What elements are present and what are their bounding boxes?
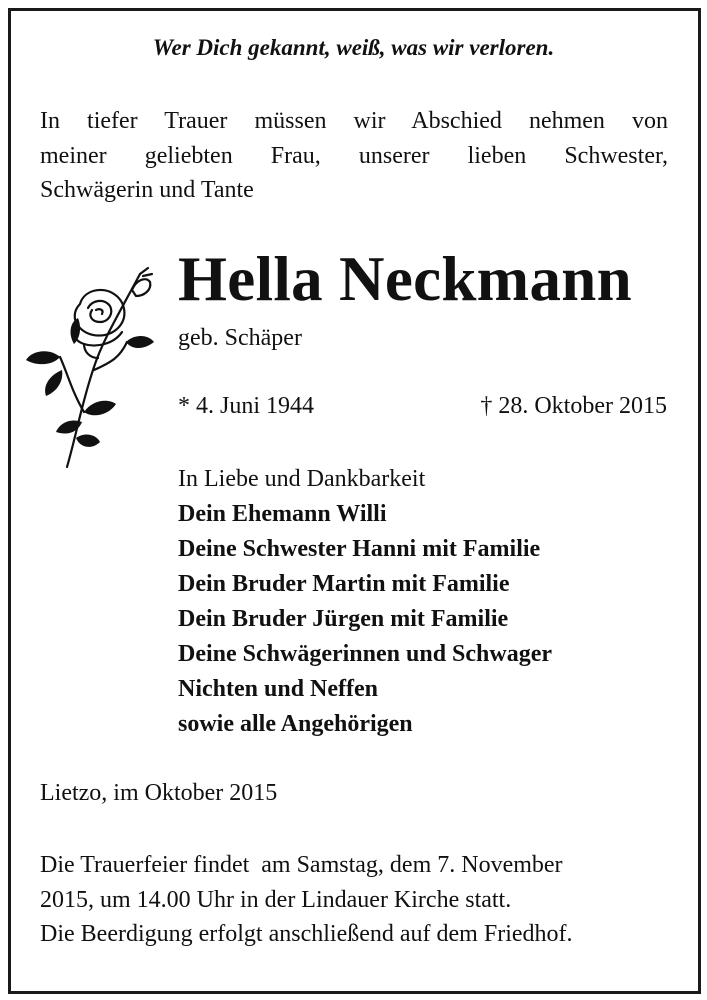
death-date: † 28. Oktober 2015 [480, 393, 667, 419]
maiden-name: geb. Schäper [178, 325, 302, 351]
funeral-line: Die Beerdigung erfolgt anschließend auf dem Friedhof. [40, 921, 573, 947]
mourner: Deine Schwester Hanni mit Familie [178, 536, 541, 562]
funeral-line: Die Trauerfeier findet am Samstag, dem 7. November [40, 852, 563, 878]
birth-date: * 4. Juni 1944 [178, 393, 315, 419]
deceased-name: Hella Neckmann [178, 244, 632, 314]
mourner: Dein Bruder Martin mit Familie [178, 571, 510, 597]
funeral-info [40, 848, 668, 952]
intro-line: Schwägerin und Tante [40, 177, 254, 203]
mourner: Nichten und Neffen [178, 676, 379, 702]
mourner: sowie alle Angehörigen [178, 711, 413, 737]
mourners-list [178, 462, 552, 742]
intro-line: meiner geliebten Frau, unserer lieben Schwester, [40, 142, 668, 169]
motto: Wer Dich gekannt, weiß, was wir verloren. [152, 35, 555, 60]
intro-line: In tiefer Trauer müssen wir Abschied nehmen von [40, 108, 668, 134]
place-date: Lietzo, im Oktober 2015 [40, 780, 278, 806]
mourners-lead: In Liebe und Dankbarkeit [178, 466, 426, 492]
mourner: Deine Schwägerinnen und Schwager [178, 641, 553, 667]
mourner: Dein Bruder Jürgen mit Familie [178, 606, 509, 632]
intro-text [40, 104, 668, 208]
funeral-line: 2015, um 14.00 Uhr in der Lindauer Kirche statt. [40, 886, 512, 913]
mourner: Dein Ehemann Willi [178, 501, 387, 527]
rose-icon [22, 262, 162, 472]
